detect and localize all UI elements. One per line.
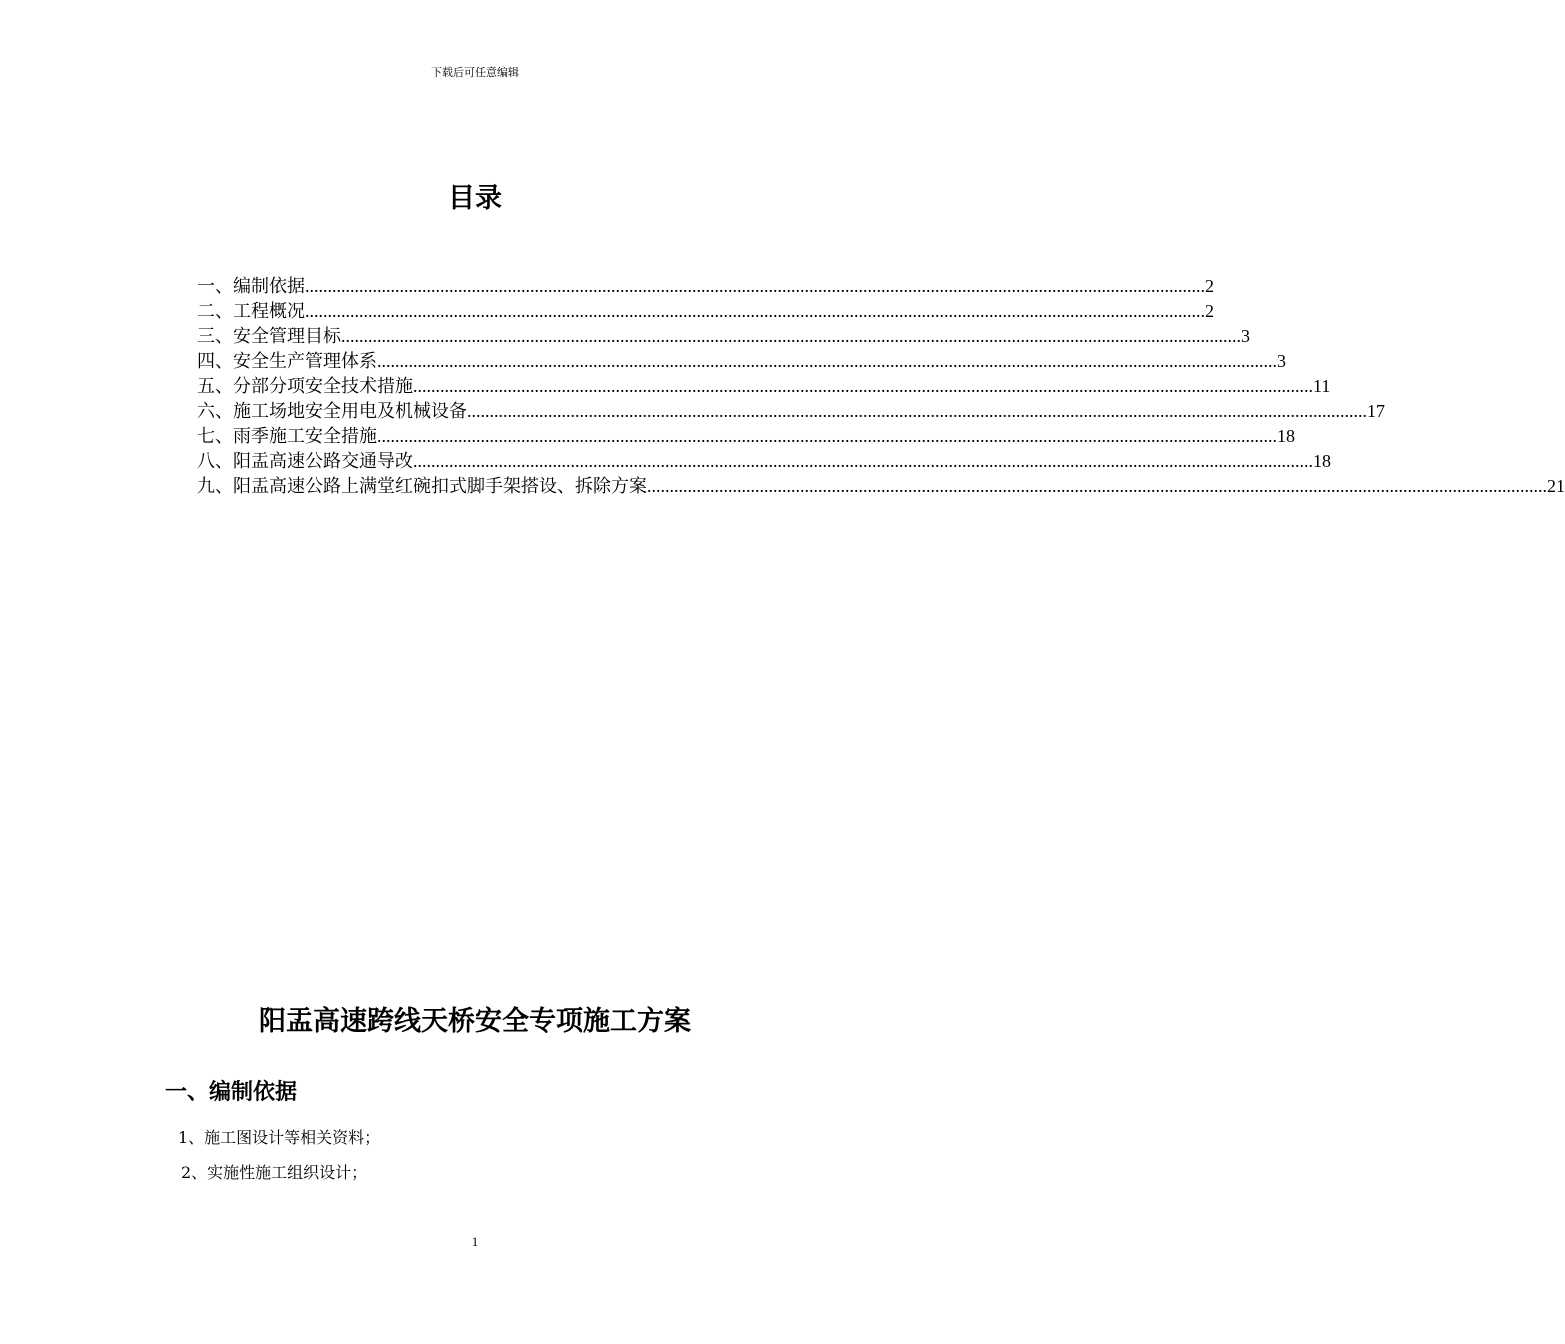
toc-entry-label: 七、雨季施工安全措施 <box>197 426 377 447</box>
toc-entry[interactable] <box>197 374 1331 399</box>
page-number: 1 <box>471 1234 479 1249</box>
toc-leader-dots: ........................................................................................................................................................................................................ <box>305 276 1205 296</box>
toc-entry[interactable] <box>197 474 1565 499</box>
toc-leader-dots: ........................................................................................................................................................................................................ <box>305 301 1205 321</box>
table-of-contents <box>197 274 1565 499</box>
toc-leader-dots: ........................................................................................................................................................................................................ <box>647 476 1547 496</box>
toc-title: 目录 <box>448 183 502 214</box>
document-title: 阳盂高速跨线天桥安全专项施工方案 <box>259 1006 691 1037</box>
toc-entry[interactable] <box>197 299 1214 324</box>
toc-entry[interactable] <box>197 399 1385 424</box>
toc-entry[interactable] <box>197 424 1295 449</box>
toc-entry-page: 2 <box>1205 301 1214 321</box>
page-header: 下载后可任意编辑 <box>431 66 519 79</box>
toc-entry-label: 八、阳盂高速公路交通导改 <box>197 451 413 472</box>
toc-entry-label: 六、施工场地安全用电及机械设备 <box>197 401 467 422</box>
toc-entry-label: 五、分部分项安全技术措施 <box>197 376 413 397</box>
toc-entry-page: 11 <box>1313 376 1331 396</box>
toc-leader-dots: ........................................................................................................................................................................................................ <box>467 401 1367 421</box>
toc-leader-dots: ........................................................................................................................................................................................................ <box>413 376 1313 396</box>
toc-entry[interactable] <box>197 324 1250 349</box>
section-heading: 一、编制依据 <box>165 1079 298 1105</box>
toc-leader-dots: ........................................................................................................................................................................................................ <box>377 351 1277 371</box>
toc-entry-label: 四、安全生产管理体系 <box>197 351 377 372</box>
toc-entry-page: 18 <box>1313 451 1331 471</box>
toc-leader-dots: ........................................................................................................................................................................................................ <box>377 426 1277 446</box>
toc-entry-page: 18 <box>1277 426 1295 446</box>
toc-entry-page: 2 <box>1205 276 1214 296</box>
toc-entry-label: 九、阳盂高速公路上满堂红碗扣式脚手架搭设、拆除方案 <box>197 476 647 497</box>
toc-entry-label: 一、编制依据 <box>197 276 305 297</box>
toc-entry-label: 三、安全管理目标 <box>197 326 341 347</box>
toc-entry-page: 17 <box>1367 401 1385 421</box>
toc-entry[interactable] <box>197 349 1286 374</box>
toc-leader-dots: ........................................................................................................................................................................................................ <box>413 451 1313 471</box>
list-item: 1、施工图设计等相关资料； <box>178 1128 381 1147</box>
toc-entry[interactable] <box>197 274 1214 299</box>
toc-entry-page: 3 <box>1277 351 1286 371</box>
toc-entry-page: 21 <box>1547 476 1565 496</box>
toc-entry[interactable] <box>197 449 1331 474</box>
toc-leader-dots: ........................................................................................................................................................................................................ <box>341 326 1241 346</box>
list-item: 2、实施性施工组织设计； <box>181 1163 368 1182</box>
toc-entry-page: 3 <box>1241 326 1250 346</box>
toc-entry-label: 二、工程概况 <box>197 301 305 322</box>
